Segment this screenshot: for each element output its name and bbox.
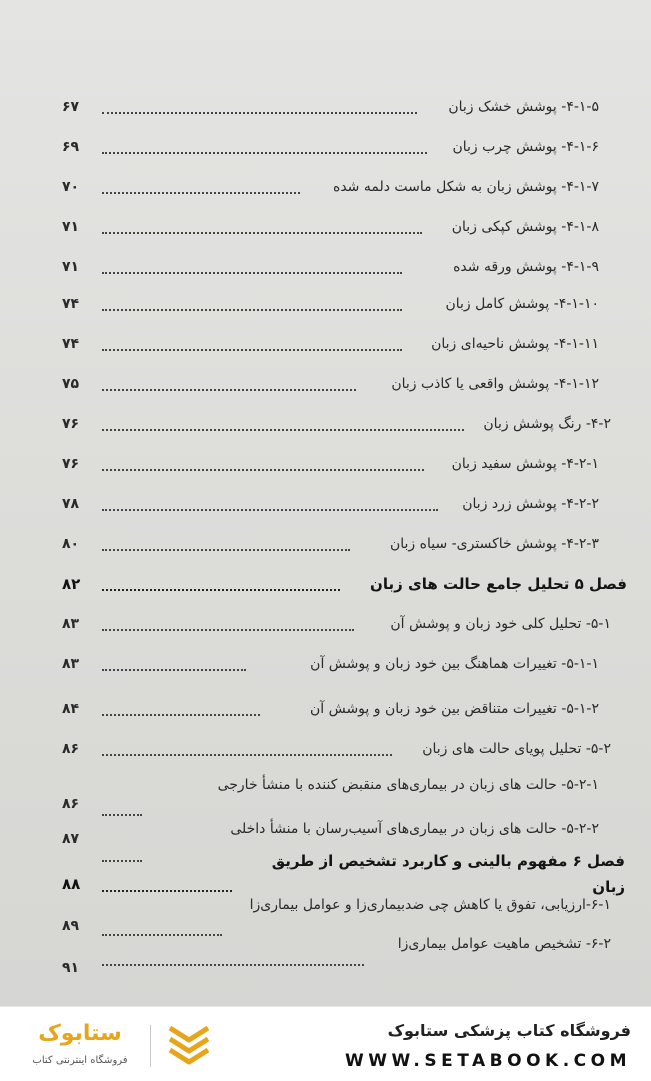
toc-entry [96, 255, 599, 283]
toc-page-number: ۶۷ [62, 99, 80, 115]
toc-entry-title: ۵-۱-۱- تغییرات هماهنگ بین خود زبان و پوشش آن [310, 656, 599, 672]
setabook-chevron-icon [166, 1022, 212, 1068]
toc-page-number: ۸۶ [62, 741, 80, 757]
store-footer [0, 1006, 651, 1081]
toc-entry-title: ۴-۲- رنگ پوشش زبان [483, 416, 611, 432]
setabook-logo-subtitle: فروشگاه اینترنتی کتاب [32, 1055, 128, 1066]
toc-leader-dots [102, 669, 246, 671]
toc-page-number: ۷۶ [62, 416, 80, 432]
toc-entry-page [0, 827, 100, 855]
toc-page-number: ۷۴ [62, 336, 80, 352]
toc-entry-page [0, 914, 100, 942]
toc-entry-title: ۵-۱-۲- تغییرات متناقض بین خود زبان و پوشش آن [309, 701, 599, 717]
toc-entry-page [0, 215, 100, 243]
toc-entry-page [0, 532, 100, 560]
toc-leader-dots [102, 469, 424, 471]
toc-entry-page [0, 492, 100, 520]
toc-entry [96, 652, 599, 680]
toc-page-number: ۹۱ [62, 960, 80, 976]
toc-entry [96, 737, 611, 765]
toc-entry-page [0, 372, 100, 400]
toc-entry-title: ۴-۱-۵- پوشش خشک زبان [448, 99, 599, 115]
toc-chapter-heading [96, 848, 625, 898]
toc-entry-title: ۴-۱-۹- پوشش ورقه شده [453, 259, 599, 275]
toc-entry-page [0, 412, 100, 440]
toc-leader-dots [102, 589, 340, 591]
toc-entry [96, 372, 599, 400]
logo-divider [150, 1025, 151, 1067]
toc-entry [96, 332, 599, 360]
toc-leader-dots [102, 232, 422, 234]
toc-entry [96, 697, 599, 725]
setabook-logo-text[interactable]: ستابوک [38, 1021, 122, 1046]
toc-page-number: ۸۳ [62, 616, 80, 632]
toc-entry [96, 135, 599, 163]
toc-page-number: ۷۰ [62, 179, 80, 195]
toc-leader-dots [102, 754, 392, 756]
toc-leader-dots [102, 272, 402, 274]
toc-entry-title: ۶-۱-ارزیابی، تفوق یا کاهش چی ضدبیماری‌زا و عوامل بیماری‌زا [249, 897, 611, 913]
toc-entry-page [0, 697, 100, 725]
toc-entry-page [0, 452, 100, 480]
toc-entry-title: ۴-۱-۷- پوشش زبان به شکل ماست دلمه شده [332, 179, 599, 195]
toc-entry-title: فصل ۶ مفهوم بالینی و کاربرد تشخیص از طریق زبان [271, 852, 625, 896]
toc-entry-page [0, 652, 100, 680]
toc-entry [96, 215, 599, 243]
toc-entry [96, 612, 611, 640]
toc-page-number: ۷۴ [62, 296, 80, 312]
toc-entry-title: ۴-۲-۲- پوشش زرد زبان [462, 496, 599, 512]
toc-leader-dots [102, 349, 402, 351]
toc-leader-dots [102, 309, 402, 311]
toc-entry [96, 95, 599, 123]
toc-leader-dots [102, 890, 232, 892]
toc-entry [96, 532, 599, 560]
toc-entry-page [0, 612, 100, 640]
toc-page-number: ۸۶ [62, 796, 80, 812]
toc-entry-title: ۵-۲-۲- حالت های زبان در بیماری‌های آسیب‌رسان با منشأ داخلی [230, 821, 599, 837]
toc-entry-title: ۴-۱-۱۲- پوشش واقعی یا کاذب زبان [391, 376, 599, 392]
toc-entry-title: ۵-۲- تحلیل پویای حالت های زبان [422, 741, 611, 757]
toc-entry-page [0, 872, 100, 900]
toc-entry-page [0, 255, 100, 283]
toc-page-number: ۸۷ [62, 831, 80, 847]
toc-chapter-heading [96, 572, 627, 600]
toc-entry-title: ۴-۱-۱۱- پوشش ناحیه‌ای زبان [431, 336, 599, 352]
toc-page-number: ۸۳ [62, 656, 80, 672]
toc-entry-page [0, 956, 100, 984]
toc-entry-page [0, 175, 100, 203]
toc-entry [96, 175, 599, 203]
toc-entry [96, 292, 599, 320]
toc-entry-page [0, 95, 100, 123]
toc-entry-title: ۴-۱-۶- پوشش چرب زبان [452, 139, 599, 155]
toc-leader-dots [102, 152, 427, 154]
toc-page-number: ۷۶ [62, 456, 80, 472]
toc-entry-title: ۴-۲-۳- پوشش خاکستری- سیاه زبان [389, 536, 599, 552]
toc-leader-dots [102, 509, 438, 511]
toc-leader-dots [102, 964, 364, 966]
toc-page-number: ۸۰ [62, 536, 80, 552]
toc-entry-page [0, 737, 100, 765]
toc-entry-title: ۵-۲-۱- حالت های زبان در بیماری‌های منقبض کننده با منشأ خارجی [217, 777, 599, 793]
toc-entry-title: ۴-۱-۸- پوشش کپکی زبان [451, 219, 599, 235]
toc-leader-dots [102, 714, 260, 716]
toc-entry [96, 492, 599, 520]
toc-entry-title: ۶-۲- تشخیص ماهیت عوامل بیماری‌زا [397, 936, 611, 952]
toc-entry [96, 452, 599, 480]
toc-entry-page [0, 135, 100, 163]
toc-page-number: ۸۹ [62, 918, 80, 934]
toc-page-number: ۷۱ [62, 259, 80, 275]
toc-page-number: ۸۴ [62, 701, 80, 717]
toc-page-number: ۸۲ [62, 575, 81, 593]
toc-entry [96, 412, 611, 440]
store-url-link[interactable]: WWW.SETABOOK.COM [345, 1051, 631, 1071]
toc-page-number: ۶۹ [62, 139, 80, 155]
toc-entry-title: ۴-۲-۱- پوشش سفید زبان [451, 456, 599, 472]
toc-entry-page [0, 792, 100, 820]
toc-entry [96, 932, 611, 960]
toc-page-number: ۷۸ [62, 496, 80, 512]
toc-leader-dots [102, 192, 300, 194]
toc-entry-title: ۴-۱-۱۰- پوشش کامل زبان [445, 296, 599, 312]
toc-leader-dots [102, 629, 354, 631]
toc-leader-dots [102, 389, 356, 391]
toc-entry-page [0, 332, 100, 360]
store-title: فروشگاه کتاب پزشکی ستابوک [387, 1021, 631, 1040]
toc-leader-dots [102, 429, 464, 431]
toc-entry-page [0, 572, 100, 600]
toc-entry-title: فصل ۵ تحلیل جامع حالت های زبان [370, 575, 627, 593]
toc-entry [96, 772, 599, 822]
toc-leader-dots [102, 112, 417, 114]
toc-page-number: ۸۸ [62, 875, 81, 893]
toc-entry-title: ۵-۱- تحلیل کلی خود زبان و پوشش آن [390, 616, 611, 632]
toc-page-number: ۷۱ [62, 219, 80, 235]
toc-leader-dots [102, 549, 350, 551]
toc-page-number: ۷۵ [62, 376, 80, 392]
toc-entry-page [0, 292, 100, 320]
